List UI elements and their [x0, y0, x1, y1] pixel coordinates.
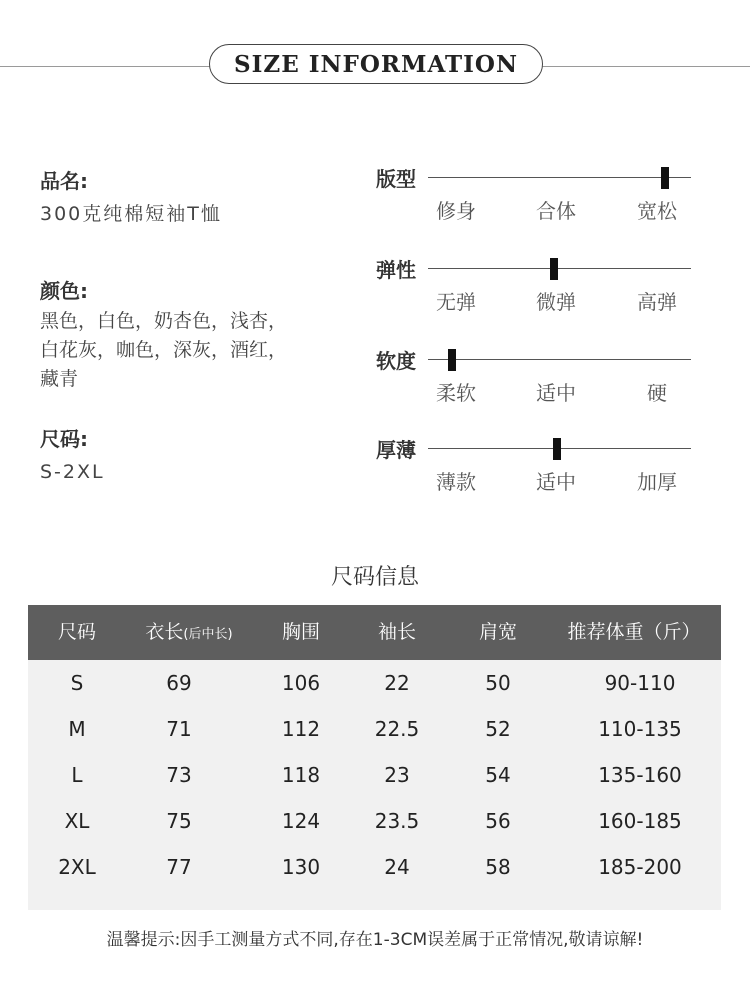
scale-option: 柔软 — [436, 381, 476, 405]
color-line-1: 黑色，白色，奶杏色，浅杏， — [40, 310, 288, 332]
header-line-right — [542, 66, 750, 67]
table-cell: 22.5 — [374, 717, 420, 741]
table-cell: 50 — [485, 671, 511, 695]
header-shoulder: 肩宽 — [478, 621, 518, 643]
color-line-2: 白花灰，咖色，深灰，酒红， — [40, 339, 288, 361]
scale-marker — [661, 167, 669, 189]
table-cell: 130 — [281, 855, 321, 879]
scale-option: 薄款 — [436, 470, 476, 494]
color-line-3: 藏青 — [40, 368, 79, 390]
table-cell: 77 — [166, 855, 192, 879]
scale-marker — [550, 258, 558, 280]
scale-marker — [448, 349, 456, 371]
table-cell: 23.5 — [374, 809, 420, 833]
table-cell: 52 — [485, 717, 511, 741]
scale-option: 微弹 — [536, 290, 576, 314]
table-row — [28, 798, 721, 844]
scale-label: 版型 — [376, 167, 416, 191]
scale-option: 硬 — [647, 381, 667, 405]
scale-track — [428, 359, 691, 360]
scale-option: 修身 — [436, 199, 476, 223]
table-row — [28, 752, 721, 798]
table-cell: 118 — [281, 763, 321, 787]
table-cell: 54 — [485, 763, 511, 787]
color-label: 颜色: — [40, 279, 88, 303]
header-length — [145, 605, 232, 660]
table-cell: 90-110 — [604, 671, 676, 695]
footer-note: 温馨提示:因手工测量方式不同,存在1-3CM误差属于正常情况,敬请谅解! — [106, 930, 644, 950]
header-length-label: 衣长 — [145, 621, 184, 643]
scale-softness — [376, 345, 696, 415]
table-cell: XL — [64, 809, 90, 833]
header-size: 尺码 — [57, 621, 97, 643]
table-cell: 124 — [281, 809, 321, 833]
scale-elasticity — [376, 254, 696, 324]
table-row — [28, 844, 721, 890]
table-cell: 110-135 — [598, 717, 682, 741]
page-title: SIZE INFORMATION — [234, 50, 518, 78]
table-cell: 24 — [384, 855, 410, 879]
table-cell: 23 — [384, 763, 410, 787]
table-cell: 106 — [281, 671, 321, 695]
header-length-sub: (后中长) — [183, 627, 233, 642]
size-label: 尺码: — [40, 427, 88, 451]
scale-thickness — [376, 434, 696, 504]
header-weight: 推荐体重（斤） — [567, 621, 701, 643]
scale-option: 宽松 — [637, 199, 677, 223]
scale-option: 加厚 — [637, 470, 677, 494]
product-name-label: 品名: — [40, 169, 88, 193]
header-line-left — [0, 66, 210, 67]
table-cell: 185-200 — [598, 855, 682, 879]
table-cell: 56 — [485, 809, 511, 833]
scale-fit — [376, 163, 696, 233]
size-table — [28, 605, 721, 910]
table-cell: 135-160 — [598, 763, 682, 787]
table-cell: S — [70, 671, 84, 695]
table-cell: L — [71, 763, 83, 787]
scale-track — [428, 268, 691, 269]
table-cell: 58 — [485, 855, 511, 879]
table-cell: 112 — [281, 717, 321, 741]
scale-label: 软度 — [376, 349, 416, 373]
table-cell: 160-185 — [598, 809, 682, 833]
scale-option: 合体 — [536, 199, 576, 223]
table-cell: M — [68, 717, 86, 741]
product-name-value: 300克纯棉短袖T恤 — [40, 203, 222, 225]
header-sleeve: 袖长 — [377, 621, 417, 643]
scale-label: 弹性 — [376, 258, 416, 282]
table-row — [28, 706, 721, 752]
table-header-row — [28, 605, 721, 660]
header-chest: 胸围 — [281, 621, 321, 643]
scale-option: 无弹 — [436, 290, 476, 314]
table-cell: 69 — [166, 671, 192, 695]
size-table-title: 尺码信息 — [330, 565, 419, 590]
scale-label: 厚薄 — [376, 438, 416, 462]
scale-marker — [553, 438, 561, 460]
scale-option: 适中 — [536, 470, 576, 494]
table-cell: 75 — [166, 809, 192, 833]
scale-option: 高弹 — [637, 290, 677, 314]
scale-track — [428, 177, 691, 178]
scale-option: 适中 — [536, 381, 576, 405]
table-cell: 71 — [166, 717, 192, 741]
size-value: S-2XL — [40, 461, 105, 483]
table-cell: 2XL — [58, 855, 96, 879]
header-badge — [209, 44, 543, 84]
table-row — [28, 660, 721, 706]
table-cell: 22 — [384, 671, 410, 695]
table-cell: 73 — [166, 763, 192, 787]
